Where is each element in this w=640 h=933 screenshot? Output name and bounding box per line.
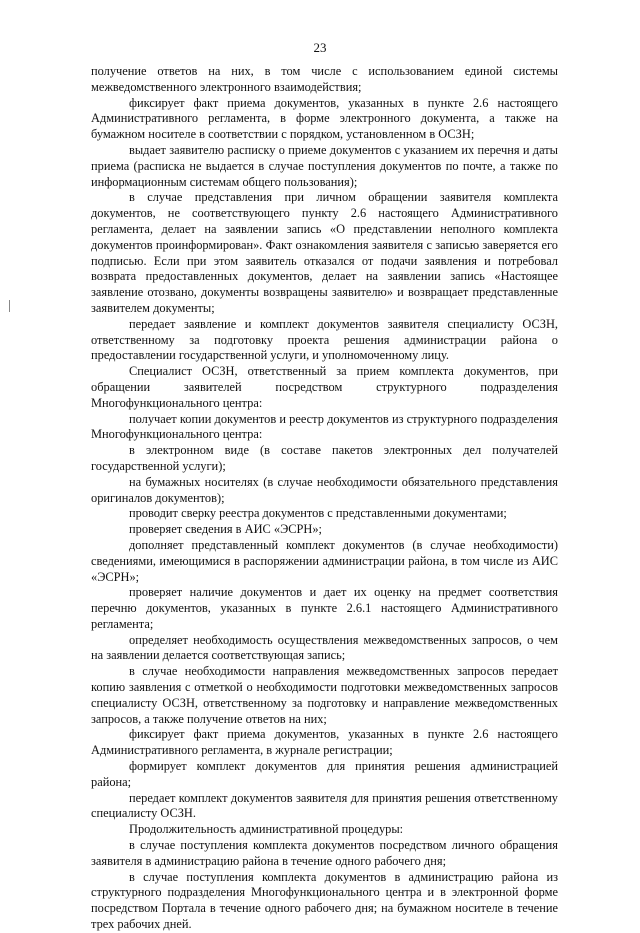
paragraph: получение ответов на них, в том числе с использованием единой системы межведомственного электронного взаимодействия; [91,64,558,94]
paragraph: передает заявление и комплект документов заявителя специалисту ОСЗН, ответственному за подготовку проекта решения администрации района о предоставлении государственной услуги, и уполномоченному лицу. [91,316,558,363]
paragraph: определяет необходимость осуществления межведомственных запросов, о чем на заявлении делается соответствующая запись; [91,632,558,663]
paragraph: в случае представления при личном обращении заявителя комплекта документов, не соответствующего пункту 2.6 настоящего Административного регламента, делает на заявлении запись «О представлении неполного комплекта документов проинформирован». Факт ознакомления заявителя с записью заверяется его подписью. Если при этом заявитель отказался от подачи заявления и потребовал возврата предоставленных документов, делает на заявлении запись «Настоящее заявление отозвано, документы возвращены заявителю» и возвращает представленные заявителем документы; [91,190,558,315]
paragraph: передает комплект документов заявителя для принятия решения ответственному специалисту ОСЗН. [91,790,558,821]
paragraph: проверяет сведения в АИС «ЭСРН»; [129,522,323,537]
paragraph: получает копии документов и реестр документов из структурного подразделения Многофункционального центра: [91,411,558,442]
paragraph: на бумажных носителях (в случае необходимости обязательного представления оригиналов документов); [91,474,558,505]
paragraph: фиксирует факт приема документов, указанных в пункте 2.6 настоящего Административного регламента, в форме электронного документа, а также на бумажном носителе в соответствии с порядком, установленном в ОСЗН; [91,95,558,142]
paragraph: в электронном виде (в составе пакетов электронных дел получателей государственной услуги); [91,443,558,473]
paragraph: проверяет наличие документов и дает их оценку на предмет соответствия перечню документов, указанных в пункте 2.6.1 настоящего Административного регламента; [91,585,558,631]
paragraph: дополняет представленный комплект документов (в случае необходимости) сведениями, имеющимися в распоряжении администрации района, в том числе из АИС «ЭСРН»; [91,537,558,584]
margin-mark [9,300,10,312]
paragraph: в случае поступления комплекта документов посредством личного обращения заявителя в администрацию района в течение одного рабочего дня; [91,838,558,868]
paragraph: в случае необходимости направления межведомственных запросов передает копию заявления с отметкой о необходимости подготовки межведомственных запросов специалисту ОСЗН, ответственному за подготовку и направление межведомственных запросов, а также получение ответов на них; [91,664,558,726]
paragraph: Специалист ОСЗН, ответственный за прием комплекта документов, при обращении заявителей посредством структурного подразделения Многофункционального центра: [91,364,558,410]
paragraph: Продолжительность административной процедуры: [129,822,404,837]
page-number: 23 [313,40,327,55]
paragraph: проводит сверку реестра документов с представленными документами; [129,506,507,521]
paragraph: формирует комплект документов для принятия решения администрацией района; [91,759,558,789]
document-body [91,64,558,933]
paragraph: фиксирует факт приема документов, указанных в пункте 2.6 настоящего Административного регламента, в журнале регистрации; [91,727,558,758]
paragraph: выдает заявителю расписку о приеме документов с указанием их перечня и даты приема (расписка не выдается в случае поступления документов по почте, а также по информационным системам общего пользования); [91,142,558,189]
paragraph: в случае поступления комплекта документов в администрацию района из структурного подразделения Многофункционального центра и в электронной форме посредством Портала в течение одного рабочего дня; на бумажном носителе в течение трех рабочих дней. [91,869,558,932]
